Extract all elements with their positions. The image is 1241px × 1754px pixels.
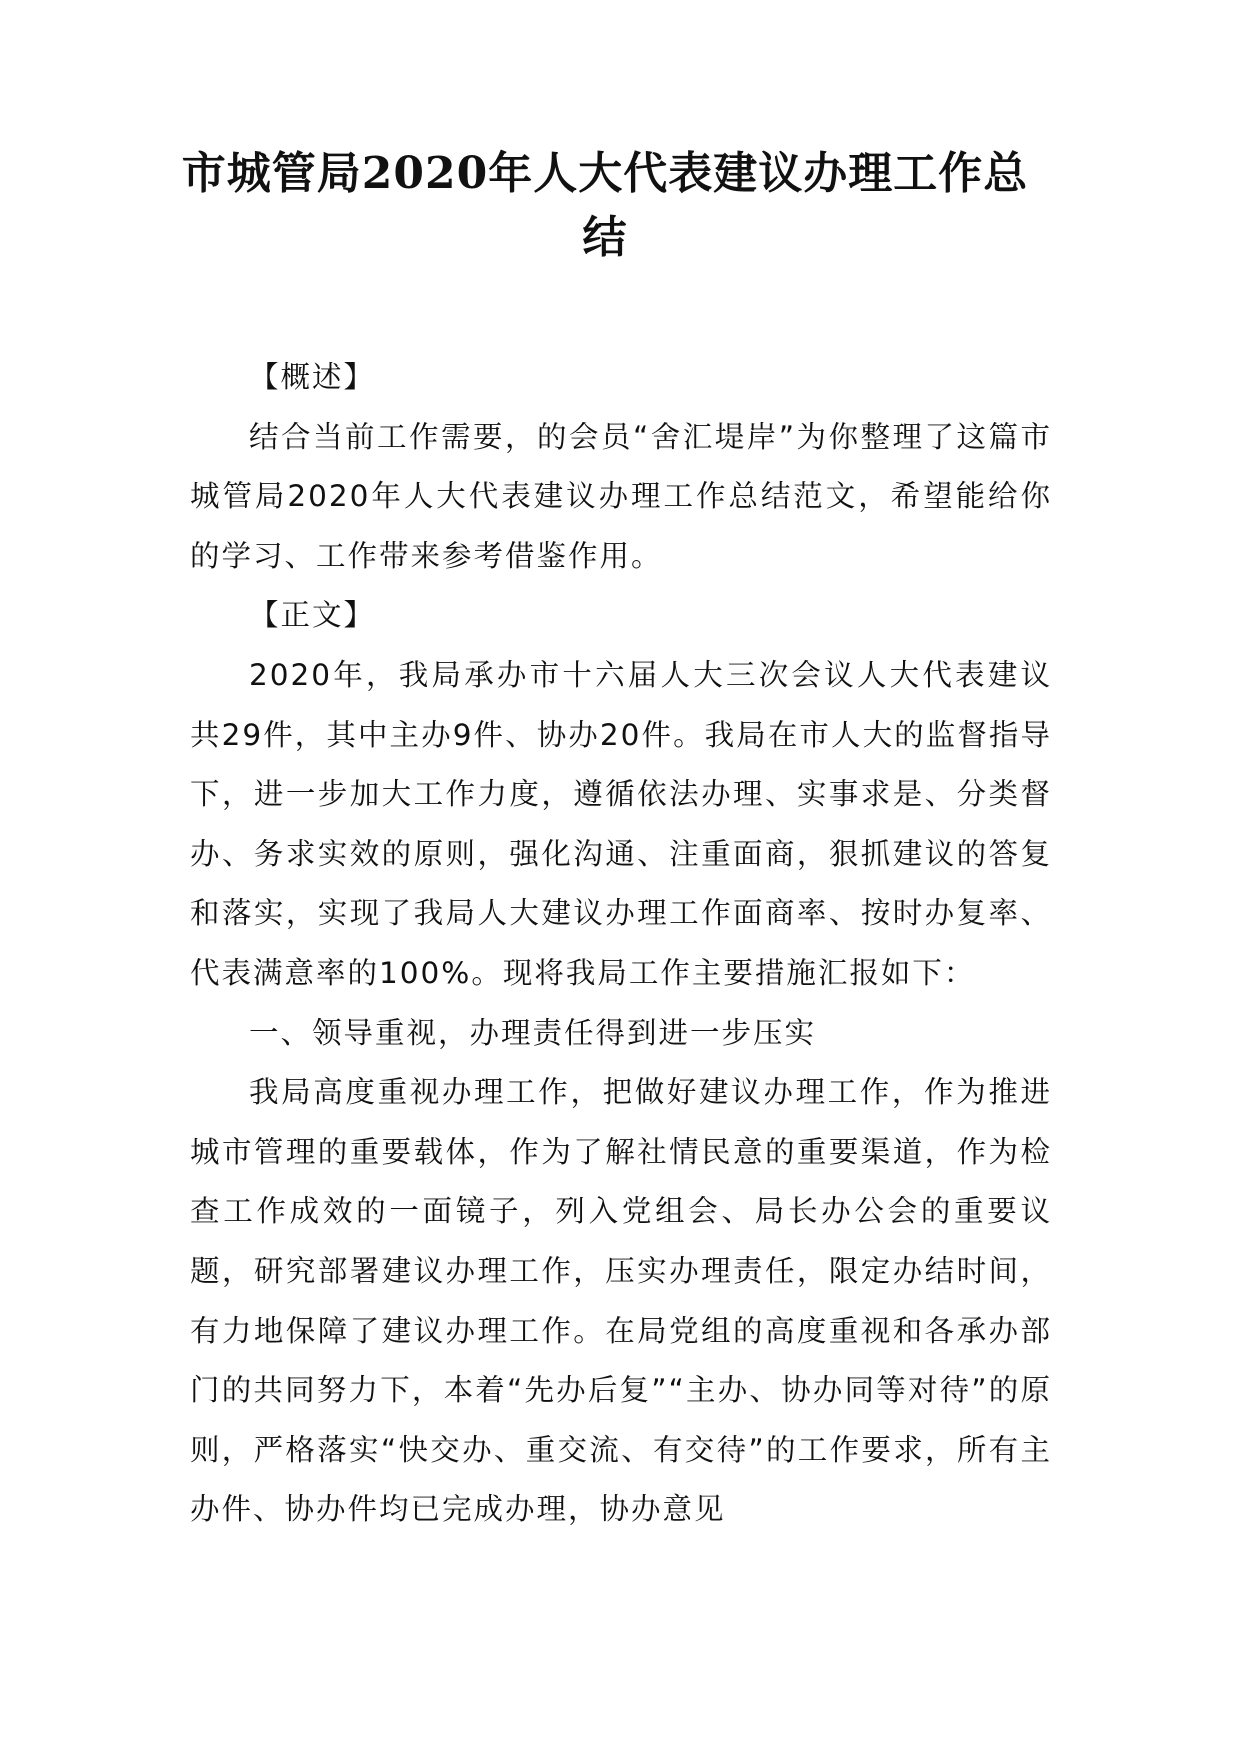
intro-paragraph: 2020年，我局承办市十六届人大三次会议人大代表建议共29件，其中主办9件、协办20件。我局在市人大的监督指导下，进一步加大工作力度，遵循依法办理、实事求是、分类督办、务求实效的原则，强化沟通、注重面商，狠抓建议的答复和落实，实现了我局人大建议办理工作面商率、按时办复率、代表满意率的100%。现将我局工作主要措施汇报如下：: [190, 657, 1052, 990]
section-1-heading: 一、领导重视，办理责任得到进一步压实: [249, 1015, 817, 1050]
overview-heading: 【概述】: [249, 360, 376, 394]
title-line-2: 结: [582, 212, 628, 263]
main-text-heading: 【正文】: [249, 598, 376, 633]
overview-paragraph: 结合当前工作需要，的会员“舍汇堤岸”为你整理了这篇市城管局2020年人大代表建议办理工作总结范文，希望能给你的学习、工作带来参考借鉴作用。: [190, 419, 1052, 573]
title-line-1: 市城管局2020年人大代表建议办理工作总: [181, 148, 1029, 199]
document-title: [150, 142, 1060, 270]
section-1-paragraph: 我局高度重视办理工作，把做好建议办理工作，作为推进城市管理的重要载体，作为了解社情民意的重要渠道，作为检查工作成效的一面镜子，列入党组会、局长办公会的重要议题，研究部署建议办理工作，压实办理责任，限定办结时间，有力地保障了建议办理工作。在局党组的高度重视和各承办部门的共同努力下，本着“先办后复”“主办、协办同等对待”的原则，严格落实“快交办、重交流、有交待”的工作要求，所有主办件、协办件均已完成办理，协办意见: [190, 1075, 1052, 1527]
document-body: [190, 348, 1052, 1540]
